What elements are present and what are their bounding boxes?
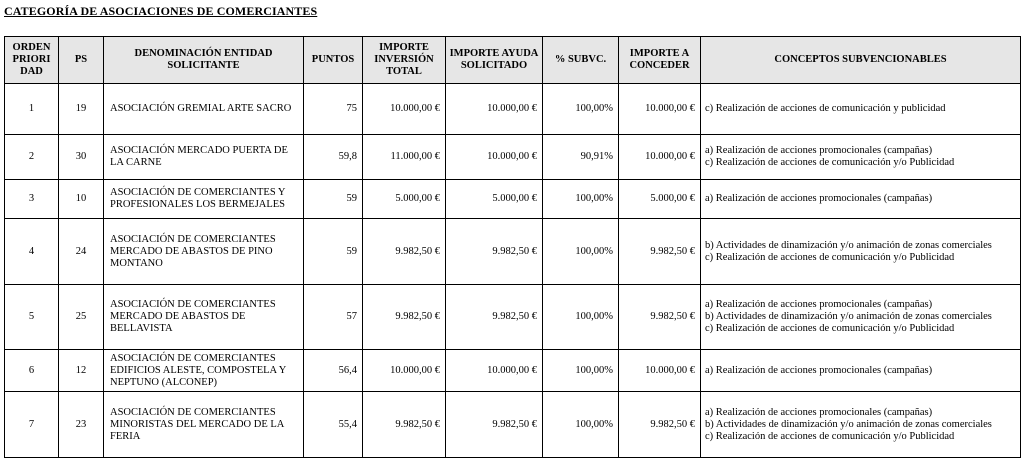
cell-orden: 1 [5, 84, 59, 135]
cell-conceptos [701, 219, 1021, 285]
header-ps: PS [59, 37, 104, 84]
cell-inversion: 10.000,00 € [363, 84, 446, 135]
concepto-line: b) Actividades de dinamización y/o animación de zonas comerciales [705, 239, 992, 251]
cell-conceder: 10.000,00 € [619, 84, 701, 135]
cell-conceptos [701, 392, 1021, 458]
cell-puntos: 55,4 [304, 392, 363, 458]
cell-puntos: 56,4 [304, 350, 363, 392]
cell-conceptos [701, 135, 1021, 180]
cell-puntos: 59,8 [304, 135, 363, 180]
cell-ps: 24 [59, 219, 104, 285]
cell-inversion: 9.982,50 € [363, 285, 446, 350]
concepto-line: c) Realización de acciones de comunicación y/o Publicidad [705, 323, 955, 334]
table-row [5, 285, 1021, 350]
cell-puntos: 59 [304, 219, 363, 285]
cell-denominacion: ASOCIACIÓN DE COMERCIANTES MERCADO DE ABASTOS DE PINO MONTANO [104, 219, 304, 285]
header-conceder: IMPORTE A CONCEDER [619, 37, 701, 84]
concepto-line: c) Realización de acciones de comunicación y/o Publicidad [705, 157, 955, 168]
cell-ps: 30 [59, 135, 104, 180]
concepto-line: b) Actividades de dinamización y/o animación de zonas comerciales [705, 418, 992, 430]
cell-denominacion: ASOCIACIÓN DE COMERCIANTES Y PROFESIONALES LOS BERMEJALES [104, 180, 304, 219]
cell-denominacion: ASOCIACIÓN DE COMERCIANTES MINORISTAS DEL MERCADO DE LA FERIA [104, 392, 304, 458]
subsidy-table [4, 36, 1021, 458]
table-row [5, 392, 1021, 458]
cell-ayuda: 10.000,00 € [446, 350, 543, 392]
cell-conceptos [701, 350, 1021, 392]
cell-inversion: 5.000,00 € [363, 180, 446, 219]
cell-conceder: 9.982,50 € [619, 285, 701, 350]
table-row [5, 135, 1021, 180]
cell-conceder: 10.000,00 € [619, 135, 701, 180]
cell-conceder: 5.000,00 € [619, 180, 701, 219]
cell-conceder: 10.000,00 € [619, 350, 701, 392]
page-title: CATEGORÍA DE ASOCIACIONES DE COMERCIANTES [4, 4, 318, 18]
cell-ps: 19 [59, 84, 104, 135]
cell-ps: 23 [59, 392, 104, 458]
header-orden: ORDEN PRIORI DAD [5, 37, 59, 84]
cell-ayuda: 9.982,50 € [446, 219, 543, 285]
cell-ps: 10 [59, 180, 104, 219]
cell-conceptos [701, 84, 1021, 135]
table-row [5, 219, 1021, 285]
cell-subvc: 100,00% [543, 285, 619, 350]
cell-conceptos [701, 285, 1021, 350]
concepto-line: c) Realización de acciones de comunicación y/o Publicidad [705, 251, 955, 263]
cell-orden: 6 [5, 350, 59, 392]
table-row [5, 84, 1021, 135]
cell-conceder: 9.982,50 € [619, 392, 701, 458]
header-conceptos: CONCEPTOS SUBVENCIONABLES [701, 37, 1021, 84]
cell-subvc: 100,00% [543, 219, 619, 285]
cell-subvc: 100,00% [543, 350, 619, 392]
cell-ps: 12 [59, 350, 104, 392]
header-row [5, 37, 1021, 84]
cell-orden: 5 [5, 285, 59, 350]
cell-inversion: 9.982,50 € [363, 392, 446, 458]
cell-subvc: 100,00% [543, 84, 619, 135]
cell-ayuda: 9.982,50 € [446, 392, 543, 458]
concepto-line: c) Realización de acciones de comunicación y publicidad [705, 103, 946, 114]
concepto-line: b) Actividades de dinamización y/o animación de zonas comerciales [705, 311, 992, 322]
cell-inversion: 9.982,50 € [363, 219, 446, 285]
cell-inversion: 11.000,00 € [363, 135, 446, 180]
cell-puntos: 75 [304, 84, 363, 135]
cell-ayuda: 10.000,00 € [446, 84, 543, 135]
cell-denominacion: ASOCIACIÓN DE COMERCIANTES MERCADO DE ABASTOS DE BELLAVISTA [104, 285, 304, 350]
cell-subvc: 100,00% [543, 392, 619, 458]
cell-ayuda: 9.982,50 € [446, 285, 543, 350]
header-ayuda: IMPORTE AYUDA SOLICITADO [446, 37, 543, 84]
concepto-line: a) Realización de acciones promocionales (campañas) [705, 145, 933, 156]
table-row [5, 350, 1021, 392]
concepto-line: c) Realización de acciones de comunicación y/o Publicidad [705, 430, 955, 442]
cell-conceptos [701, 180, 1021, 219]
cell-conceder: 9.982,50 € [619, 219, 701, 285]
header-inversion: IMPORTE INVERSIÓN TOTAL [363, 37, 446, 84]
cell-subvc: 90,91% [543, 135, 619, 180]
cell-denominacion: ASOCIACIÓN GREMIAL ARTE SACRO [104, 84, 304, 135]
table-row [5, 180, 1021, 219]
concepto-line: a) Realización de acciones promocionales (campañas) [705, 364, 933, 376]
header-subvc: % SUBVC. [543, 37, 619, 84]
cell-ayuda: 5.000,00 € [446, 180, 543, 219]
cell-denominacion: ASOCIACIÓN DE COMERCIANTES EDIFICIOS ALESTE, COMPOSTELA Y NEPTUNO (ALCONEP) [104, 350, 304, 392]
cell-subvc: 100,00% [543, 180, 619, 219]
concepto-line: a) Realización de acciones promocionales (campañas) [705, 406, 933, 418]
cell-ps: 25 [59, 285, 104, 350]
cell-inversion: 10.000,00 € [363, 350, 446, 392]
cell-puntos: 59 [304, 180, 363, 219]
cell-orden: 7 [5, 392, 59, 458]
header-denominacion: DENOMINACIÓN ENTIDAD SOLICITANTE [104, 37, 304, 84]
cell-orden: 2 [5, 135, 59, 180]
cell-puntos: 57 [304, 285, 363, 350]
concepto-line: a) Realización de acciones promocionales (campañas) [705, 299, 933, 310]
cell-denominacion: ASOCIACIÓN MERCADO PUERTA DE LA CARNE [104, 135, 304, 180]
cell-orden: 3 [5, 180, 59, 219]
cell-ayuda: 10.000,00 € [446, 135, 543, 180]
cell-orden: 4 [5, 219, 59, 285]
header-puntos: PUNTOS [304, 37, 363, 84]
concepto-line: a) Realización de acciones promocionales (campañas) [705, 193, 933, 204]
